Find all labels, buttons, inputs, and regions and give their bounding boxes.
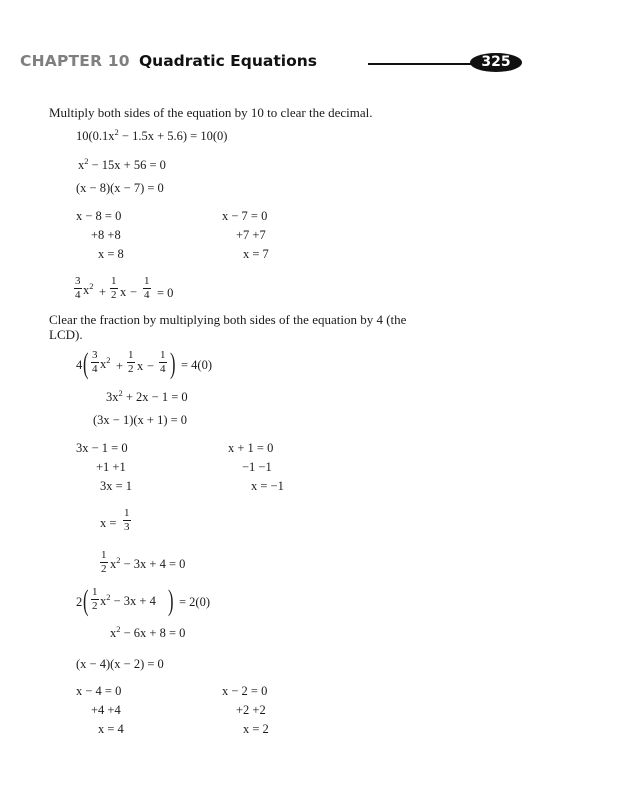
equation-line: $3x^2 + 2x - 1 = 0$ bbox=[106, 388, 188, 404]
fraction: $\frac{1}{4}$ bbox=[144, 275, 150, 301]
chapter-title: Quadratic Equations bbox=[139, 52, 317, 70]
term: x bbox=[137, 359, 144, 373]
equation-line: +8 +8 bbox=[91, 228, 121, 242]
fraction: $\frac{1}{4}$ bbox=[160, 349, 166, 375]
equation-rhs: = 2(0) bbox=[179, 595, 210, 609]
equation-line: 3x = 1 bbox=[100, 479, 133, 493]
header-rule bbox=[368, 63, 483, 65]
equation-line: $x^2 - 6x + 8 = 0$ bbox=[110, 624, 186, 640]
left-paren: ( bbox=[83, 584, 89, 617]
equation-line: +4 +4 bbox=[91, 703, 121, 717]
equation-line: x = bbox=[100, 516, 117, 530]
fraction: $\frac{3}{4}$ bbox=[92, 349, 98, 375]
instruction-text: LCD). bbox=[49, 327, 83, 342]
equation-line: x − 2 = 0 bbox=[222, 684, 268, 698]
operator: + bbox=[116, 359, 124, 373]
right-paren: ) bbox=[168, 584, 174, 617]
equation-line: +2 +2 bbox=[236, 703, 266, 717]
equation-line: x = 8 bbox=[98, 247, 124, 261]
fraction: $\frac{1}{2}$ bbox=[92, 586, 98, 612]
equation-line: +1 +1 bbox=[96, 460, 126, 474]
instruction-text: Clear the fraction by multiplying both sides of the equation by 4 (the bbox=[49, 312, 407, 327]
equation-line: −1 −1 bbox=[242, 460, 272, 474]
fraction: $\frac{1}{2}$ bbox=[101, 549, 107, 575]
equation-line: x + 1 = 0 bbox=[228, 441, 274, 455]
fraction: $\frac{1}{2}$ bbox=[128, 349, 134, 375]
instruction-text: Multiply both sides of the equation by 10 to clear the decimal. bbox=[49, 105, 373, 120]
term: x bbox=[120, 285, 127, 299]
fraction: $\frac{1}{2}$ bbox=[111, 275, 117, 301]
page-number: 325 bbox=[470, 53, 522, 72]
equation-line: x = −1 bbox=[251, 479, 284, 493]
operator: − bbox=[147, 359, 155, 373]
fraction: $\frac{1}{3}$ bbox=[124, 507, 130, 533]
equation-line: x = 4 bbox=[98, 722, 124, 736]
operator: − bbox=[130, 285, 138, 299]
multiplier: 2 bbox=[76, 595, 83, 609]
left-paren: ( bbox=[83, 347, 89, 380]
multiplier: 4 bbox=[76, 358, 83, 372]
term: $x^2$ bbox=[83, 281, 94, 297]
equation-line: x − 7 = 0 bbox=[222, 209, 268, 223]
equation-line: x = 7 bbox=[243, 247, 269, 261]
equation-rhs: = 0 bbox=[157, 286, 174, 300]
fraction: $\frac{3}{4}$ bbox=[75, 275, 81, 301]
equation-line: (x − 4)(x − 2) = 0 bbox=[76, 657, 164, 671]
equation-line: x − 8 = 0 bbox=[76, 209, 122, 223]
equation-line: $10(0.1x^2 - 1.5x + 5.6) = 10(0)$ bbox=[76, 127, 228, 143]
equation-rhs: = 4(0) bbox=[181, 358, 212, 372]
equation-line: x − 4 = 0 bbox=[76, 684, 122, 698]
equation-line: $x^2 - 3x + 4 = 0$ bbox=[110, 555, 186, 571]
term: $x^2$ bbox=[100, 355, 111, 371]
equation-line: (x − 8)(x − 7) = 0 bbox=[76, 181, 164, 195]
right-paren: ) bbox=[170, 347, 176, 380]
chapter-label: CHAPTER 10 bbox=[20, 52, 130, 70]
equation-line: 3x − 1 = 0 bbox=[76, 441, 128, 455]
operator: + bbox=[99, 285, 107, 299]
equation-line: $x^2 - 15x + 56 = 0$ bbox=[78, 156, 166, 172]
equation-line: +7 +7 bbox=[236, 228, 266, 242]
equation-line: (3x − 1)(x + 1) = 0 bbox=[93, 413, 188, 427]
term: $x^2 - 3x + 4$ bbox=[100, 592, 156, 608]
equation-line: x = 2 bbox=[243, 722, 269, 736]
